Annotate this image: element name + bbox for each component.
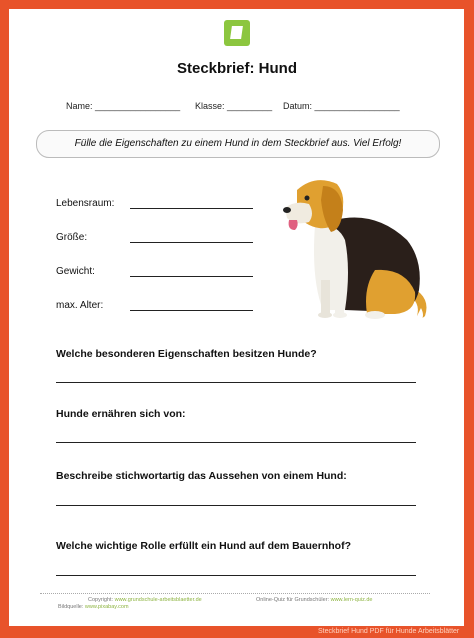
answer-line-4 <box>56 575 416 576</box>
page-title: Steckbrief: Hund <box>176 60 297 77</box>
property-label-lebensraum: Lebensraum: <box>56 198 115 209</box>
klasse-label: Klasse: <box>195 101 225 111</box>
property-line-gewicht <box>130 276 253 277</box>
answer-line-1 <box>56 382 416 383</box>
property-line-groesse <box>130 242 253 243</box>
footer-divider <box>40 593 430 594</box>
instruction-text: Fülle die Eigenschaften zu einem Hund in dem Steckbrief aus. Viel Erfolg! <box>74 138 402 149</box>
bildquelle-label: Bildquelle: <box>58 604 84 610</box>
property-line-max-alter <box>130 310 253 311</box>
property-label-max-alter: max. Alter: <box>56 300 104 311</box>
footer-quiz <box>256 597 372 603</box>
question-4: Welche wichtige Rolle erfüllt ein Hund auf dem Bauernhof? <box>56 540 351 552</box>
quiz-link[interactable]: www.lern-quiz.de <box>330 597 373 603</box>
logo-icon <box>224 20 250 46</box>
image-caption: Steckbrief Hund PDF für Hunde Arbeitsblätter <box>318 628 460 635</box>
footer-bildquelle <box>58 604 129 610</box>
answer-line-2 <box>56 442 416 443</box>
question-1: Welche besonderen Eigenschaften besitzen Hunde? <box>56 348 317 360</box>
property-label-gewicht: Gewicht: <box>56 266 95 277</box>
name-label: Name: <box>66 101 93 111</box>
datum-label: Datum: <box>283 101 313 111</box>
name-blank: _________________ <box>95 101 181 111</box>
quiz-label: Online-Quiz für Grundschüler: <box>256 597 330 603</box>
dog-illustration <box>275 170 435 330</box>
question-2: Hunde ernähren sich von: <box>56 408 186 420</box>
bildquelle-link[interactable]: www.pixabay.com <box>84 604 129 610</box>
instruction-box <box>36 130 440 158</box>
answer-line-3 <box>56 505 416 506</box>
klasse-blank: _________ <box>227 101 273 111</box>
question-3: Beschreibe stichwortartig das Aussehen von einem Hund: <box>56 470 347 482</box>
property-line-lebensraum <box>130 208 253 209</box>
klasse-field <box>195 101 272 111</box>
datum-field <box>283 101 400 111</box>
datum-blank: _________________ <box>314 101 400 111</box>
property-label-groesse: Größe: <box>56 232 88 243</box>
footer-copyright <box>88 597 202 603</box>
name-field <box>66 101 180 111</box>
copyright-label: Copyright: <box>88 597 114 603</box>
copyright-link[interactable]: www.grundschule-arbeitsblaetter.de <box>114 597 202 603</box>
